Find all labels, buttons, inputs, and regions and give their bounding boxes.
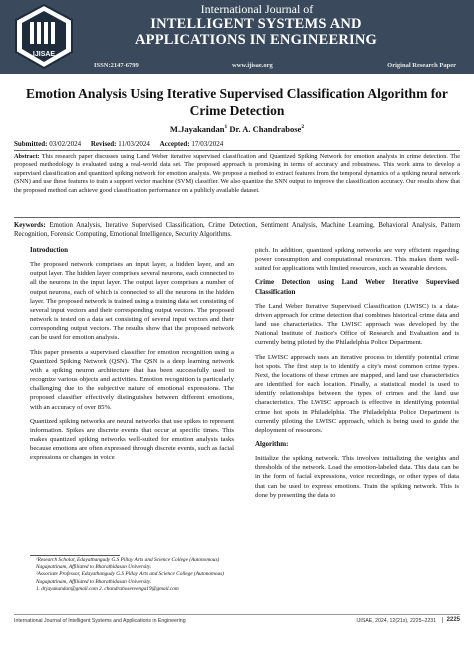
- logo-text: IJISAE: [32, 51, 56, 58]
- divider: [14, 217, 460, 218]
- paper-title: Emotion Analysis Using Iterative Supervised Classification Algorithm for Crime Detection: [26, 86, 448, 118]
- paragraph: pitch. In addition, quantized spiking networks are very efficient regarding power consumption and computational resources. This makes them well-suited for applications with limited resources, such as wearable devices.: [255, 247, 459, 273]
- submission-dates: [14, 140, 223, 148]
- paragraph: Initialize the spiking network. This involves initializing the weights and thresholds of the network. Load the emotion-labeled data. This data can be in the form of facial expressions, voice recordings, or other types of data that can be used to express emotions. Train the spiking network. This is done by presenting the data to: [255, 455, 459, 499]
- author-2: Dr. A. Chandrabose: [229, 124, 302, 134]
- article-type: Original Research Paper: [387, 62, 456, 69]
- keywords-text: Emotion Analysis, Iterative Supervised Classification, Crime Detection, Sentiment Analysis, Machine Learning, Behavioral Analysis, Pattern Recognition, Forensic Computing, Emotional Intelligence, Security Algorithms.: [14, 222, 461, 239]
- right-column: [255, 246, 459, 505]
- keywords: [14, 221, 460, 239]
- paragraph: The LWISC approach uses an iterative process to identify potential crime hot spots. The first step is to identify a city's most common crime types. Next, the locations of these crimes are mapped, and land use characteristics are identified for each location. Finally, a statistical model is used to identify relationships between the types of crimes and the land use characteristics. The LWISC approach is effective in identifying potential crime hot spots in Philadelphia. The Philadelphia Police Department is currently piloting the LWISC approach, which is being used to guide the deployment of resources.: [255, 353, 459, 434]
- accepted-label: Accepted:: [159, 140, 190, 148]
- abstract-label: Abstract:: [14, 153, 40, 160]
- section-heading: Crime Detection using Land Weber Iterative Supervised Classification: [255, 278, 459, 296]
- left-column: [30, 246, 234, 467]
- accepted-date: 17/03/2024: [191, 140, 224, 148]
- journal-subtitle: International Journal of: [200, 2, 314, 16]
- author-line: [20, 124, 454, 134]
- submitted-date: 03/02/2024: [49, 140, 82, 148]
- submitted-label: Submitted:: [14, 140, 48, 148]
- abstract: [14, 153, 460, 195]
- paragraph: The proposed network comprises an input layer, a hidden layer, and an output layer. The hidden layer comprises several neurons, each connected to all the neurons in the input layer. The output layer comprises a number of output neurons, each of which is connected to all the neurons in the hidden layer. The proposed network is trained using a training data set consisting of several input vectors and their corresponding output vectors. The proposed network is tested on a data set consisting of several input vectors and their corresponding output vectors. The results show that the proposed network can be used for emotion analysis.: [30, 261, 234, 342]
- footnote-1: ¹Research Scholar, Edayathangudy G.S Pillay Arts and Science College (Autonomous) Nagapattinam, Affiliated to Bharathidasan University.: [36, 557, 220, 571]
- author-1-affiliation-marker: 1: [224, 124, 228, 131]
- footnote-emails[interactable]: 1. drjayakandan@gmail.com 2. chandrabosereenga19@gmail.com: [36, 585, 179, 592]
- author-1: M.Jayakandan: [169, 124, 225, 134]
- divider: [14, 150, 460, 151]
- abstract-text: This research paper discusses using Land Weber iterative supervised classification and Quantized Spiking Network for emotion analysis in crime detection. The proposed methodology is evaluated using a real-world data set. The proposed approach is promising in terms of accuracy and robustness. This work aims to develop a supervised classification and quantized spiking network for emotion analysis. We propose a method to extract features from the temporal dynamics of a spiking neural network (SNN) and use these features to train a support vector machine (SVM) classifier. We also quantize the SNN output to improve the classification accuracy. Our results show that the proposed method can achieve good classification performance on a publicly available dataset.: [14, 153, 460, 194]
- introduction-heading: Introduction: [30, 246, 68, 254]
- keywords-label: Keywords:: [14, 222, 46, 229]
- paragraph: Quantized spiking networks are neural networks that use spikes to represent information. Spikes are discrete events that occur at specific times. This makes quantized spiking networks well-suited for emotion analysis tasks because emotions are often expressed through discrete events, such as facial expressions or changes in voice: [30, 417, 234, 462]
- author-2-affiliation-marker: 2: [301, 124, 305, 131]
- ijisae-logo-icon: [10, 2, 78, 72]
- footnote-divider: [30, 555, 120, 556]
- journal-header: [0, 0, 474, 74]
- revised-date: 11/03/2024: [118, 140, 150, 148]
- revised-label: Revised:: [90, 140, 117, 148]
- page-footer: [14, 614, 460, 624]
- footer-journal: International Journal of Intelligent Systems and Applications in Engineering: [14, 618, 186, 624]
- footnotes: [30, 557, 234, 593]
- issn-label: ISSN:2147-6799: [94, 62, 139, 69]
- journal-name: INTELLIGENT SYSTEMS AND APPLICATIONS IN ENGINEERING: [134, 16, 377, 48]
- footer-citation: IJISAE, 2024, 12(21s), 2225–2231: [356, 618, 436, 624]
- page-number: 2225: [442, 617, 460, 623]
- paragraph: This paper presents a supervised classifier for emotion recognition using a Quantized Spiking Network (QSN). The QSN is a deep learning network with a spiking neuron architecture that has been successfully used to recognize various objects and activities. Emotion recognition is particularly challenging due to the subjective nature of emotional expressions. The proposed classifier effectively distinguishes between different emotions, with an accuracy of over 85%.: [30, 348, 234, 411]
- footnote-2: ²Associate Professor, Edayathangudy G.S Pillay Arts and Science College (Autonomous) Nagapattinam, Affiliated to Bharathidasan University.: [36, 571, 224, 585]
- website-link[interactable]: www.ijisae.org: [232, 62, 273, 69]
- algorithm-heading: Algorithm:: [255, 439, 289, 448]
- paragraph: The Land Weber Iterative Supervised Classification (LWISC) is a data-driven approach for crime detection that combines historical crime data and land use characteristics. The LWISC approach was developed by the National Institute of Justice's Office of Research and Evaluation and is currently being piloted by the Philadelphia Police Department.: [255, 302, 459, 347]
